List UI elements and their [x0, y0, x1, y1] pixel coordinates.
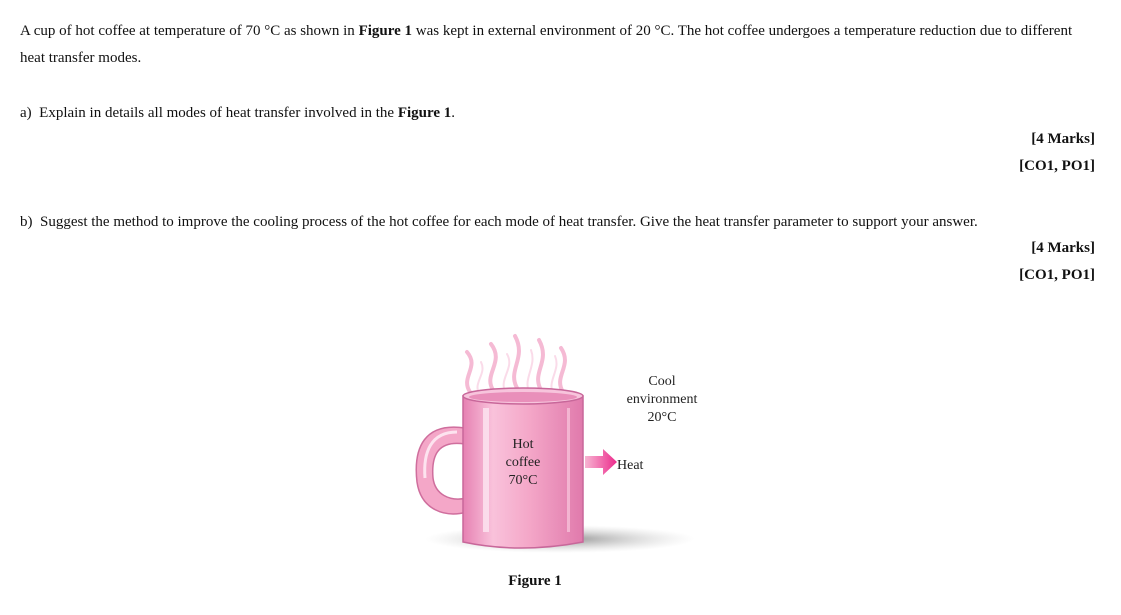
- heat-label: Heat: [617, 458, 644, 473]
- question-b-label: b): [20, 214, 33, 230]
- question-a-label: a): [20, 105, 32, 121]
- question-a-marks: [4 Marks]: [1031, 131, 1095, 147]
- question-b-text: Suggest the method to improve the cooling process of the hot coffee for each mode of heat transfer. Give the heat transfer parameter to support your answer.: [40, 214, 978, 230]
- question-b-marks: [4 Marks]: [1031, 240, 1095, 256]
- intro-text-part1: A cup of hot coffee at temperature of 70 °C as shown in: [20, 23, 359, 39]
- figure-caption: Figure 1: [508, 573, 562, 589]
- intro-text-part2: was kept in external environment of 20 °C. The hot coffee undergoes a temperature reduction due to different: [412, 23, 1073, 39]
- heat-arrow-icon: [585, 449, 617, 475]
- question-a-end: .: [451, 105, 456, 121]
- intro-line-2: heat transfer modes.: [20, 50, 142, 66]
- cool-environment-label: Cool environment 20°C: [626, 374, 698, 425]
- question-a-text: Explain in details all modes of heat transfer involved in the: [39, 105, 398, 121]
- question-a: [20, 104, 455, 122]
- question-a-outcomes: [CO1, PO1]: [1019, 158, 1095, 174]
- coffee-mug-figure: [395, 322, 735, 572]
- intro-figure-ref: Figure 1: [358, 23, 413, 39]
- hot-coffee-label: Hot coffee 70°C: [505, 437, 541, 488]
- question-b-outcomes: [CO1, PO1]: [1019, 267, 1095, 283]
- question-b: [20, 213, 978, 231]
- question-a-figure-ref: Figure 1: [397, 105, 452, 121]
- intro-line-1: [20, 22, 1072, 40]
- coffee-mug-illustration: [395, 322, 735, 572]
